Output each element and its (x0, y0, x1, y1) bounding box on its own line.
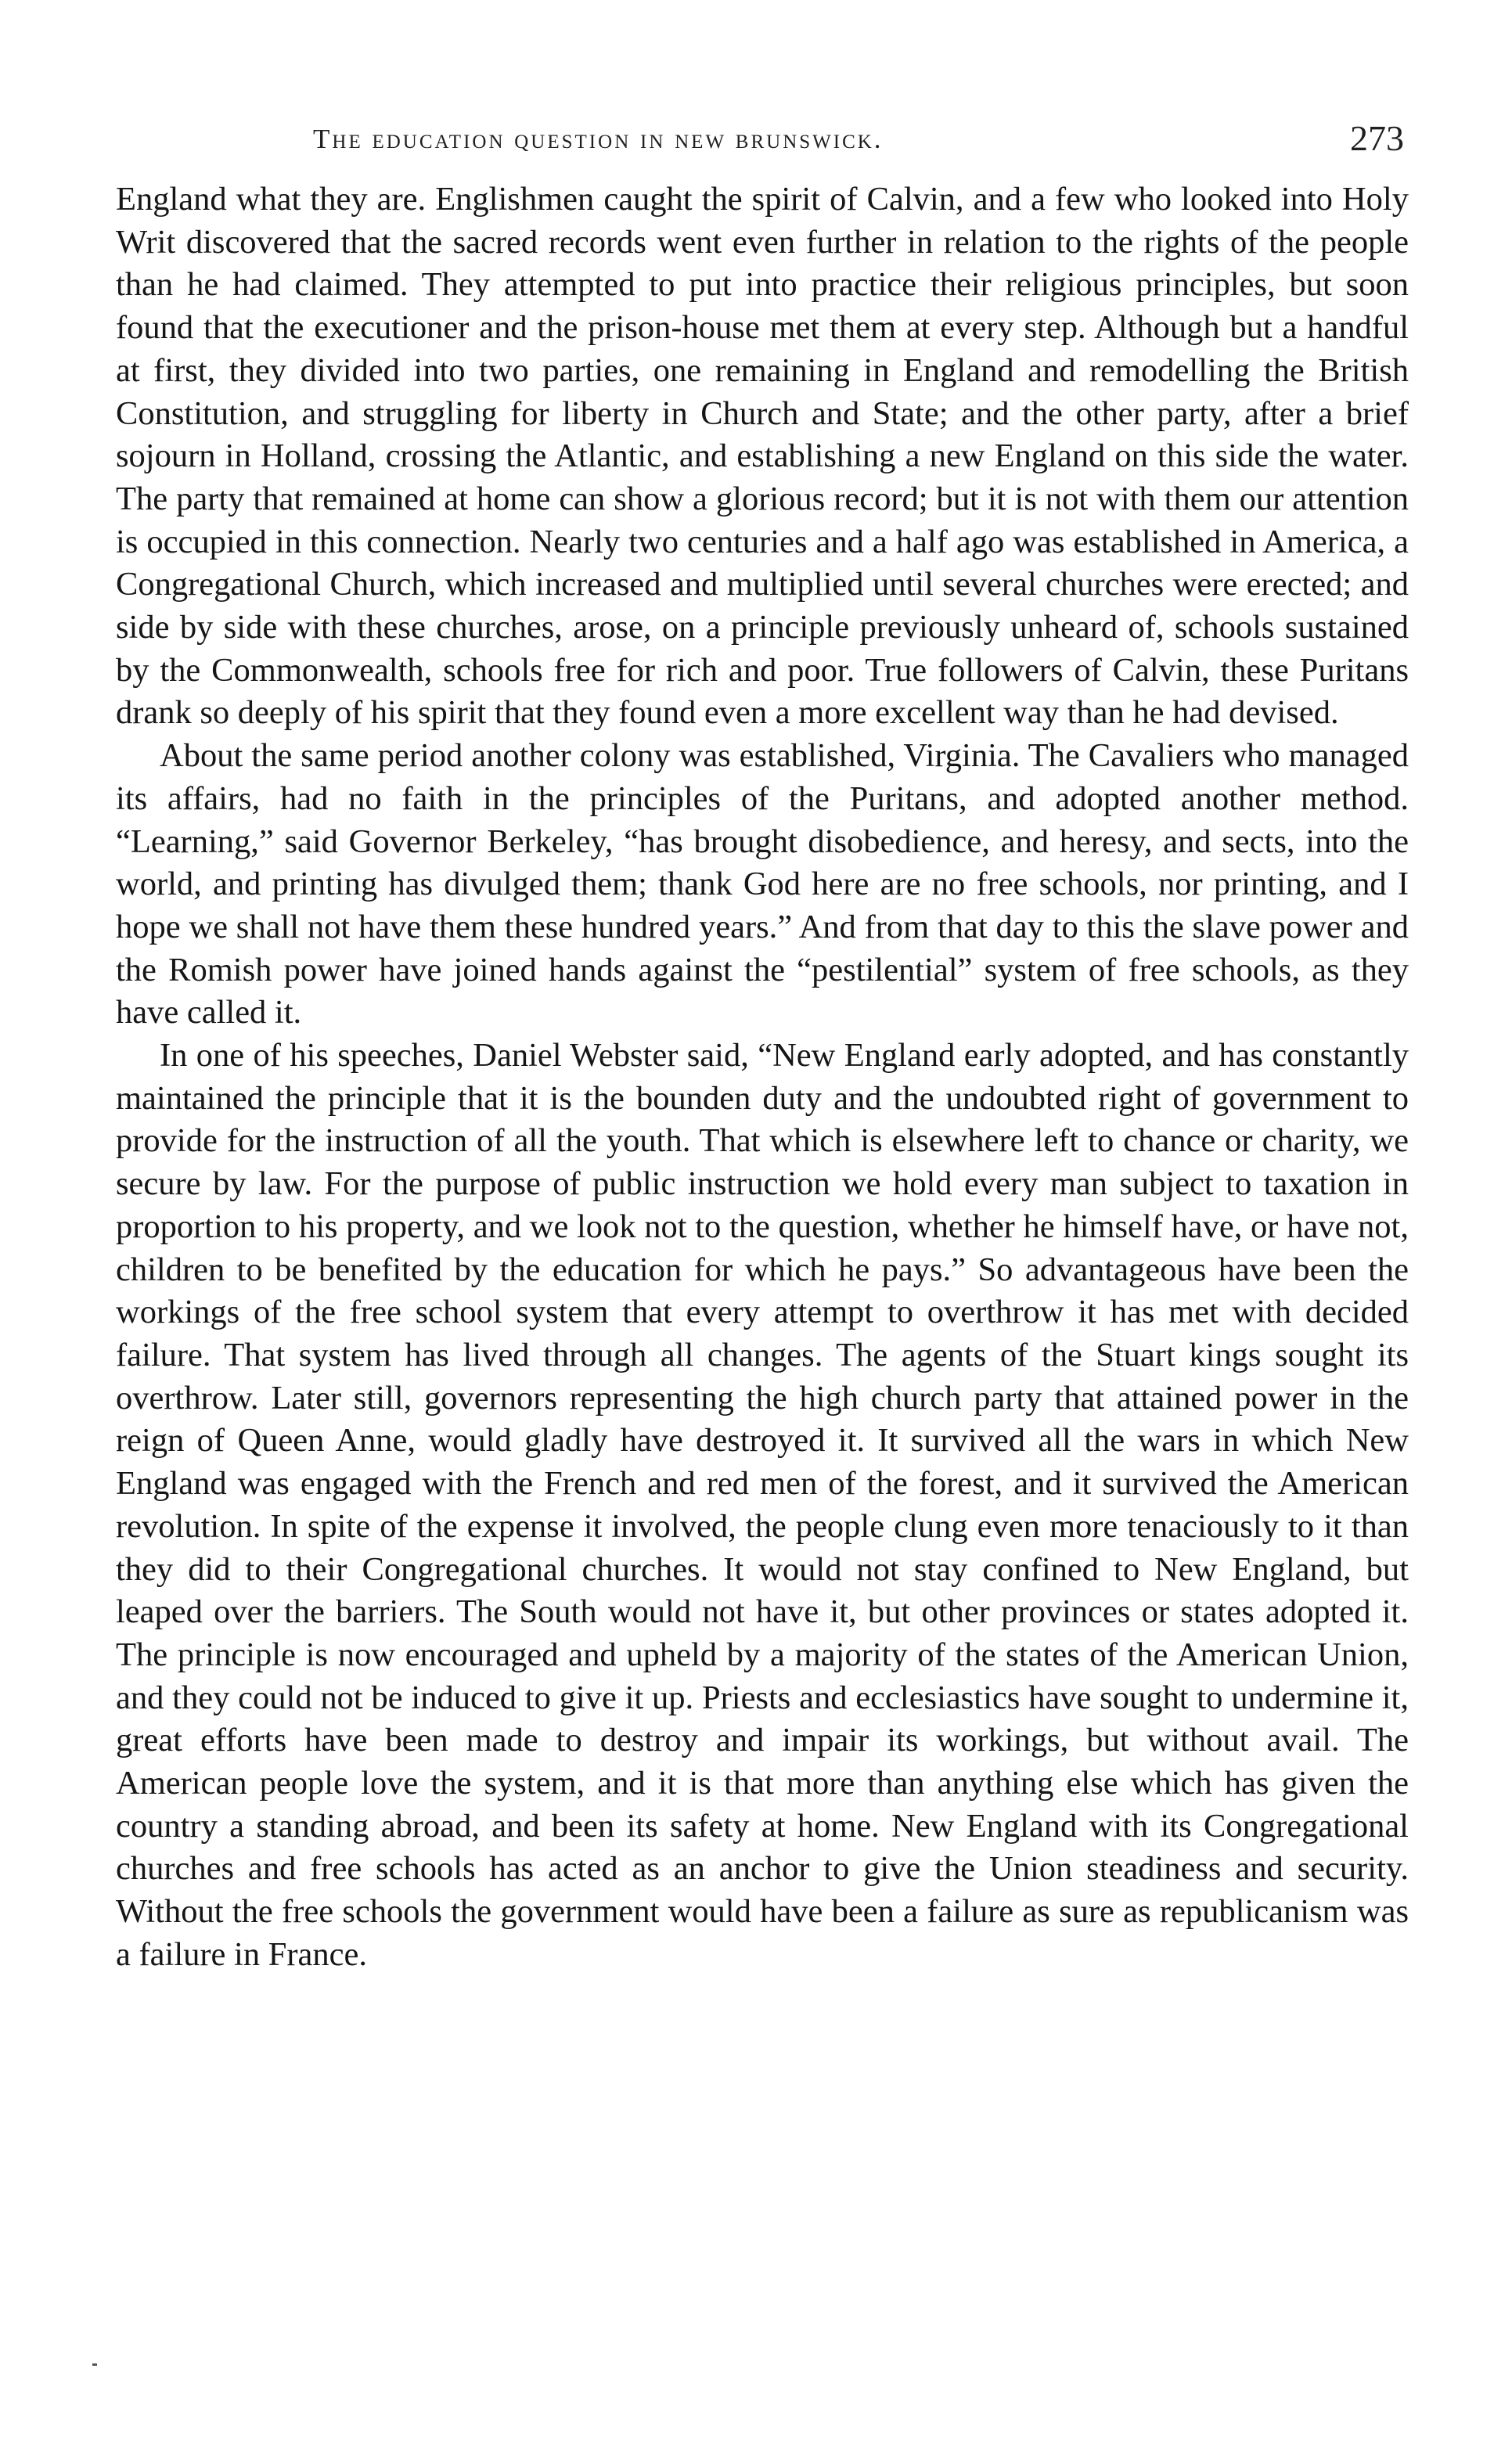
page-number: 273 (1350, 118, 1404, 158)
paragraph-calvin-puritans: England what they are. Englishmen caught the spirit of Calvin, and a few who looked into Holy Writ discovered that the sacred records went even further in relation to the rights of the people than he had claimed. They attempted to put into practice their religious principles, but soon found that the executioner and the prison-house met them at every step. Although but a handful at first, they divided into two parties, one remaining in England and remodelling the British Constitution, and struggling for liberty in Church and State; and the other party, after a brief sojourn in Holland, crossing the Atlantic, and establishing a new England on this side the water. The party that remained at home can show a glorious record; but it is not with them our attention is occupied in this connection. Nearly two centuries and a half ago was established in America, a Congregational Church, which increased and multiplied until several churches were erected; and side by side with these churches, arose, on a principle previously unheard of, schools sustained by the Commonwealth, schools free for rich and poor. True followers of Calvin, these Puritans drank so deeply of his spirit that they found even a more excellent way than he had devised. (116, 181, 1409, 732)
running-title: The education question in new brunswick. (313, 124, 884, 154)
paragraph-webster: In one of his speeches, Daniel Webster said, “New England early adopted, and has constantly maintained the principle that it is the bounden duty and the undoubted right of government to provide for the instruction of all the youth. That which is elsewhere left to chance or charity, we secure by law. For the purpose of public instruction we hold every man subject to taxation in proportion to his property, and we look not to the question, whether he himself have, or have not, children to be benefited by the education for which he pays.” So advantageous have been the workings of the free school system that every attempt to overthrow it has met with decided failure. That system has lived through all changes. The agents of the Stuart kings sought its overthrow. Later still, governors representing the high church party that attained power in the reign of Queen Anne, would gladly have destroyed it. It survived all the wars in which New England was engaged with the French and red men of the forest, and it survived the American revolution. In spite of the expense it involved, the people clung even more tenaciously to it than they did to their Congregational churches. It would not stay confined to New England, but leaped over the barriers. The South would not have it, but other provinces or states adopted it. The principle is now encouraged and upheld by a majority of the states of the American Union, and they could not be induced to give it up. Priests and ecclesiastics have sought to undermine it, great efforts have been made to destroy and impair its workings, but without avail. The American people love the system, and it is that more than anything else which has given the country a standing abroad, and been its safety at home. New England with its Congregational churches and free schools has acted as an anchor to give the Union steadiness and security. Without the free schools the government would have been a failure as sure as republicanism was a failure in France. (116, 1037, 1409, 1973)
body-text (116, 178, 1409, 1977)
margin-mark (92, 2363, 97, 2366)
document-page (116, 117, 1409, 1977)
running-head (116, 117, 1409, 164)
paragraph-virginia: About the same period another colony was established, Virginia. The Cavaliers who managed its affairs, had no faith in the principles of the Puritans, and adopted another method. “Learning,” said Governor Berkeley, “has brought disobedience, and heresy, and sects, into the world, and printing has divulged them; thank God here are no free schools, nor printing, and I hope we shall not have them these hundred years.” And from that day to this the slave power and the Romish power have joined hands against the “pestilential” system of free schools, as they have called it. (116, 737, 1409, 1031)
